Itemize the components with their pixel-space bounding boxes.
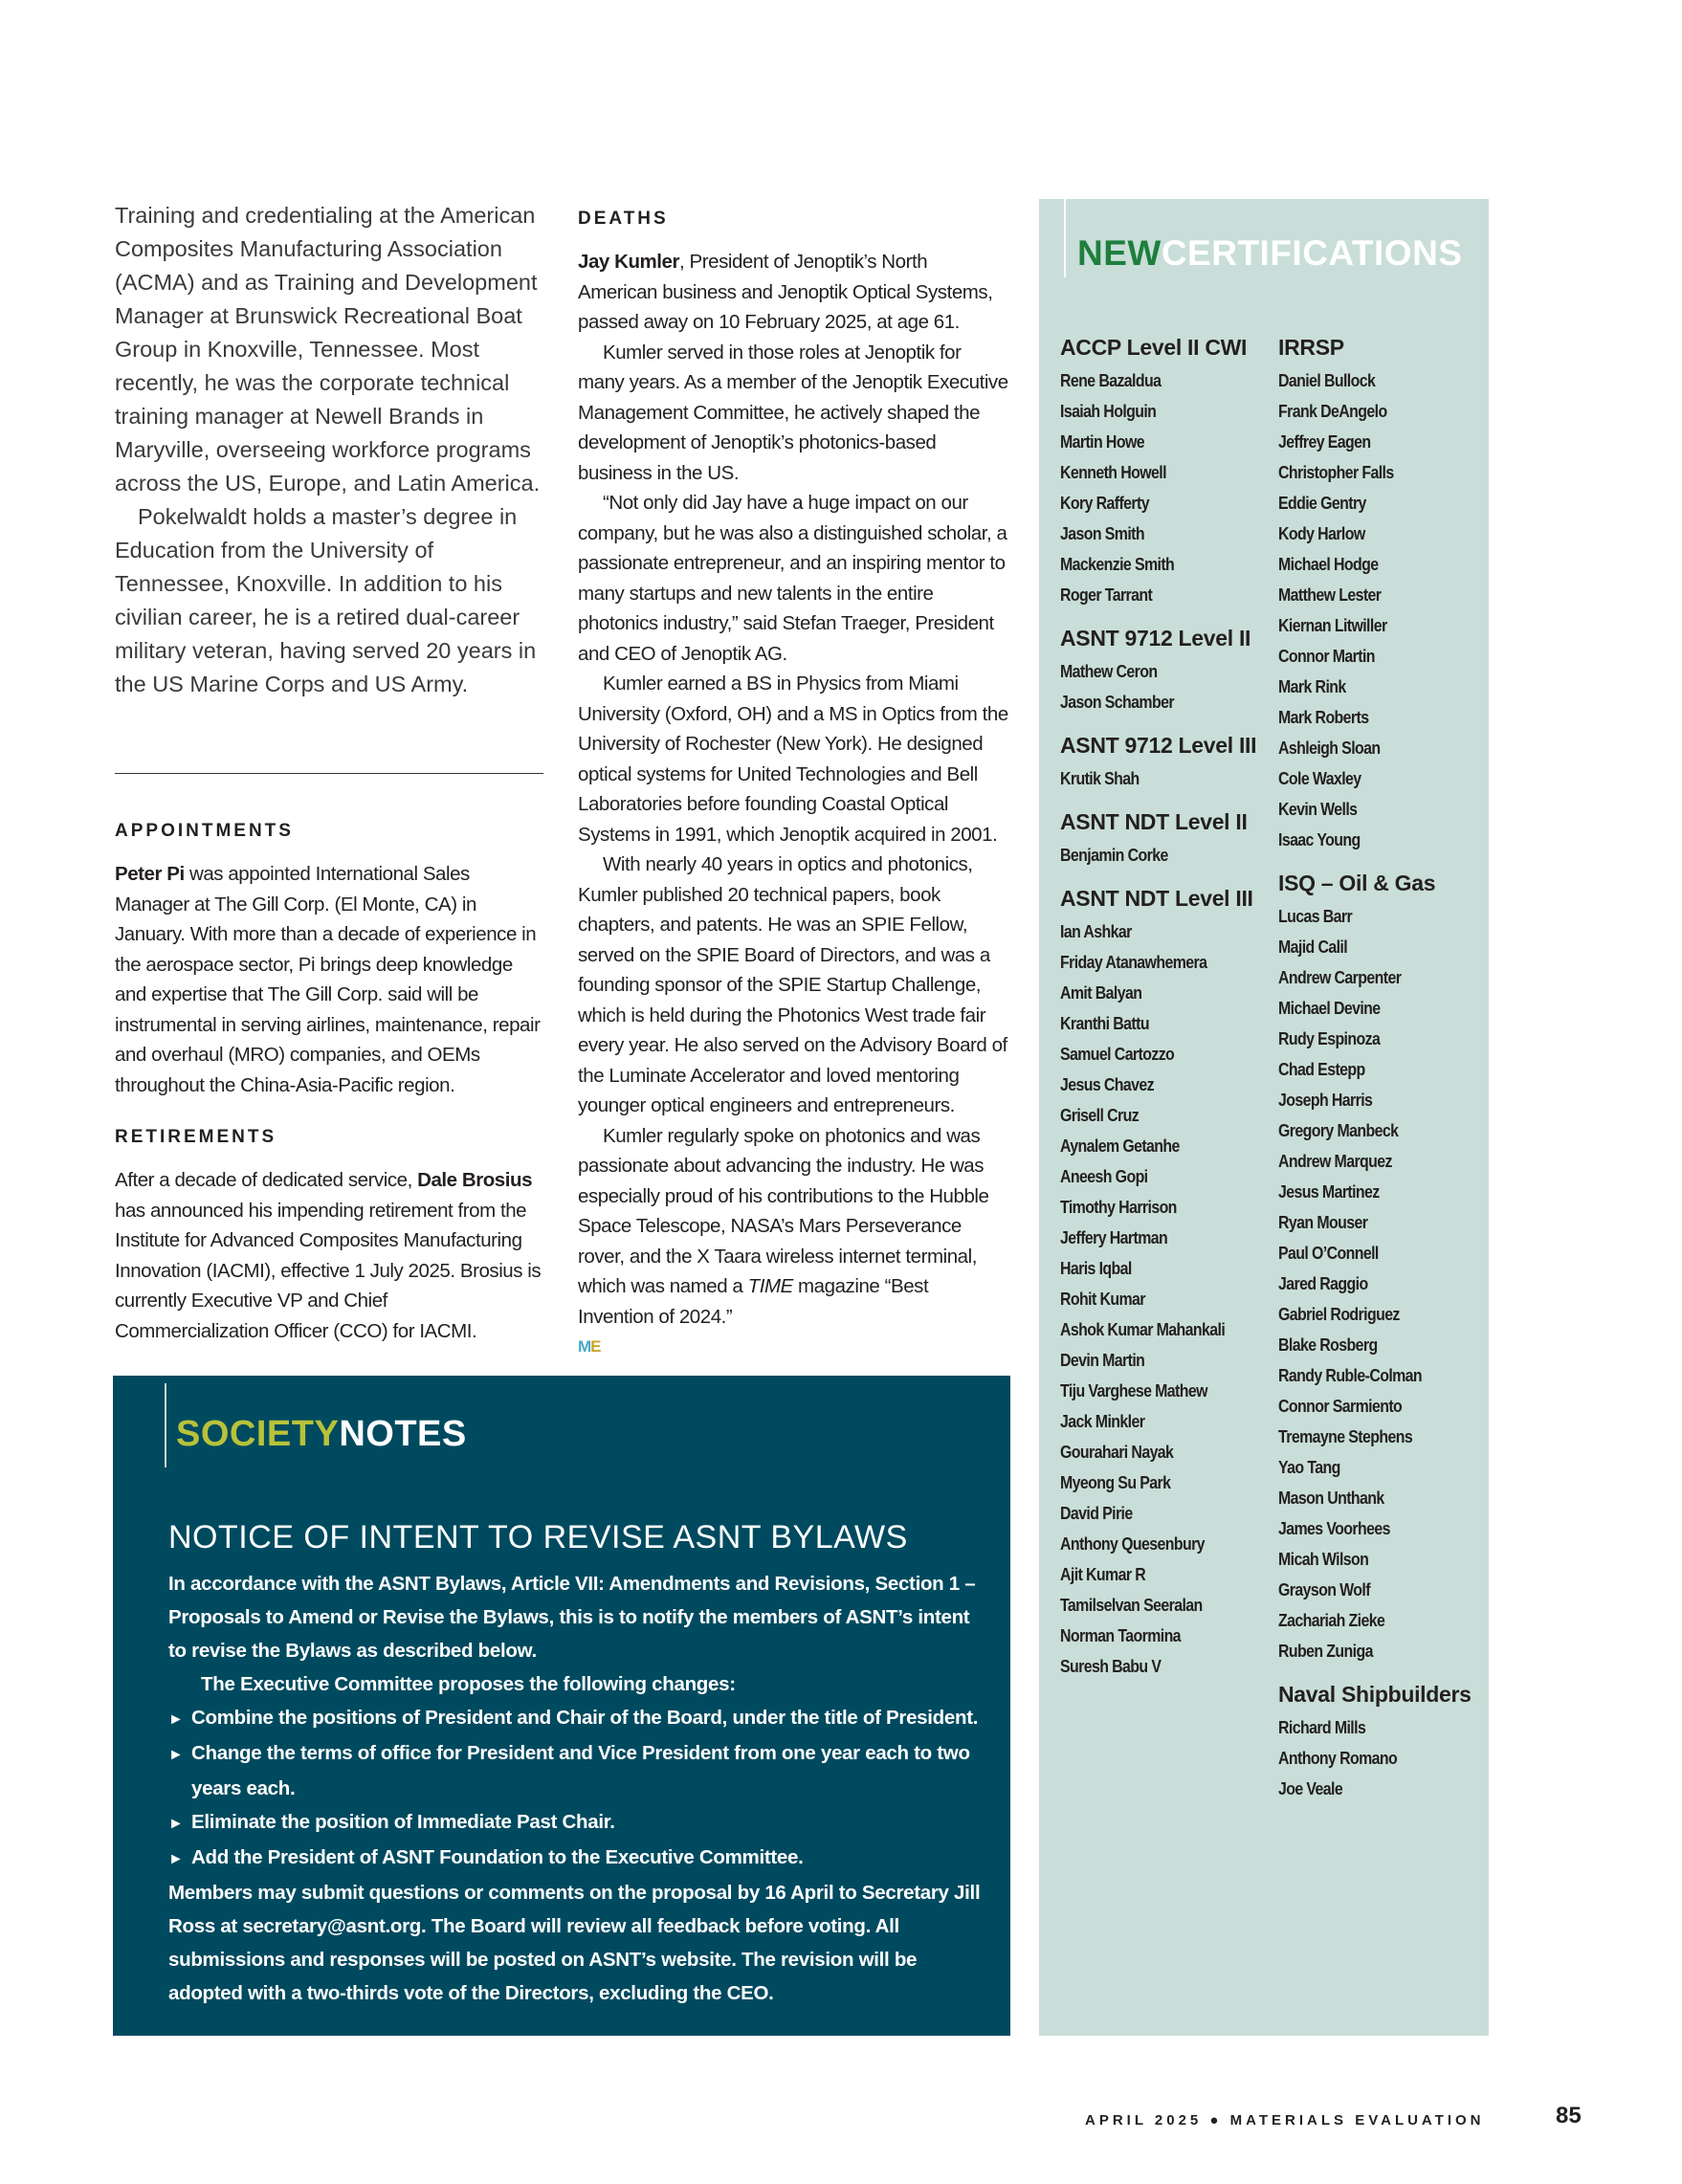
page-number: 85	[1556, 2103, 1582, 2129]
certification-group	[1060, 809, 1271, 871]
certified-person: Joseph Harris	[1278, 1090, 1373, 1110]
certification-heading: ACCP Level II CWI	[1060, 335, 1248, 360]
certified-person: Mackenzie Smith	[1060, 554, 1175, 574]
certified-person: Connor Sarmiento	[1278, 1396, 1403, 1416]
intro-paragraph: Training and credentialing at the American Composites Manufacturing Association (ACMA) and as Training and Development Manager at Brunswick Recreational Boat Group in Knoxville, Tennessee. Most recently, he was the corporate technical training manager at Newell Brands in Maryville, overseeing workforce programs across the US, Europe, and Latin America.	[115, 203, 541, 496]
certified-person: Jared Raggio	[1278, 1273, 1368, 1293]
certification-group	[1060, 733, 1271, 794]
certified-person: Ashleigh Sloan	[1278, 738, 1381, 758]
change-text: Change the terms of office for President and Vice President from one year each to two years each.	[191, 1742, 970, 1799]
certified-person: Benjamin Corke	[1060, 845, 1168, 865]
me-logo-icon: ME	[578, 1337, 601, 1356]
certified-person: Matthew Lester	[1278, 585, 1382, 605]
certification-group	[1278, 871, 1489, 1666]
certified-person: Gabriel Rodriguez	[1278, 1304, 1400, 1324]
certified-person: Mark Rink	[1278, 676, 1346, 696]
certified-person: Jeffery Hartman	[1060, 1227, 1168, 1247]
certified-person: Richard Mills	[1278, 1717, 1366, 1737]
certified-person: Chad Estepp	[1278, 1059, 1365, 1079]
certified-person: Tamilselvan Seeralan	[1060, 1595, 1203, 1615]
footer-publication: APRIL 2025 ● MATERIALS EVALUATION	[1085, 2112, 1485, 2129]
certified-person: Cole Waxley	[1278, 768, 1361, 788]
new-certifications-panel	[1039, 199, 1489, 2036]
certified-person: Roger Tarrant	[1060, 585, 1153, 605]
change-item	[168, 1805, 991, 1841]
certified-person: Daniel Bullock	[1278, 370, 1376, 390]
obituary-paragraph: Kumler served in those roles at Jenoptik for many years. As a member of the Jenoptik Executive Management Committee, he actively shaped the development of Jenoptik’s photonics-based business in the US.	[578, 341, 1008, 484]
certification-heading: IRRSP	[1278, 335, 1344, 360]
change-text: Add the President of ASNT Foundation to the Executive Committee.	[191, 1846, 804, 1868]
obituary-text: , President of Jenoptik’s North American business and Jenoptik Optical Systems, passed away on 10 February 2025, at age 61.	[578, 251, 993, 333]
section-heading: RETIREMENTS	[115, 1127, 277, 1147]
certified-person: Kiernan Litwiller	[1278, 615, 1387, 635]
certified-person: Suresh Babu V	[1060, 1656, 1162, 1676]
bullet-arrow-icon: ►	[168, 1851, 184, 1867]
certified-person: Mark Roberts	[1278, 707, 1369, 727]
appointments-section	[115, 821, 545, 1100]
certified-person: Timothy Harrison	[1060, 1197, 1177, 1217]
certified-person: Kody Harlow	[1278, 523, 1365, 543]
certification-heading: Naval Shipbuilders	[1278, 1682, 1472, 1707]
certified-person: Zachariah Zieke	[1278, 1610, 1385, 1630]
certified-person: Micah Wilson	[1278, 1549, 1369, 1569]
certifications-title: NEWCERTIFICATIONS	[1077, 233, 1463, 273]
deaths-section	[578, 209, 1008, 1357]
certification-group	[1278, 335, 1489, 855]
certification-group	[1060, 886, 1271, 1682]
certified-person: Kory Rafferty	[1060, 493, 1149, 513]
retirement-text: After a decade of dedicated service,	[115, 1169, 418, 1191]
certified-person: Devin Martin	[1060, 1350, 1145, 1370]
certified-person: Rudy Espinoza	[1278, 1028, 1381, 1048]
bullet-arrow-icon: ►	[168, 1711, 184, 1728]
section-heading: DEATHS	[578, 209, 669, 229]
changes-list	[168, 1701, 991, 1876]
certified-person: Myeong Su Park	[1060, 1472, 1171, 1492]
society-notes-title: SOCIETYNOTES	[176, 1414, 467, 1454]
certified-person: Eddie Gentry	[1278, 493, 1366, 513]
certified-person: Anthony Quesenbury	[1060, 1533, 1205, 1554]
certified-person: Frank DeAngelo	[1278, 401, 1387, 421]
certified-person: Norman Taormina	[1060, 1625, 1181, 1645]
certified-person: Tiju Varghese Mathew	[1060, 1380, 1207, 1401]
bullet-arrow-icon: ►	[168, 1747, 184, 1763]
certified-person: Mathew Ceron	[1060, 661, 1158, 681]
certified-person: Yao Tang	[1278, 1457, 1340, 1477]
change-text: Eliminate the position of Immediate Past Chair.	[191, 1811, 615, 1833]
certified-person: Ian Ashkar	[1060, 921, 1132, 941]
certified-person: Christopher Falls	[1278, 462, 1394, 482]
notice-intro: In accordance with the ASNT Bylaws, Article VII: Amendments and Revisions, Section 1 – Proposals to Amend or Revise the Bylaws, this is to notify the members of ASNT’s intent to revise the Bylaws as described below.	[168, 1573, 976, 1662]
certified-person: Mason Unthank	[1278, 1488, 1384, 1508]
certified-person: Aneesh Gopi	[1060, 1166, 1148, 1186]
certified-person: Ruben Zuniga	[1278, 1641, 1373, 1661]
change-text: Combine the positions of President and Chair of the Board, under the title of President.	[191, 1707, 979, 1729]
certified-person: Gregory Manbeck	[1278, 1120, 1399, 1140]
retirement-text: has announced his impending retirement from the Institute for Advanced Composites Manufacturing Innovation (IACMI), effective 1 July 2025. Brosius is currently Executive VP and Chief Commercialization Officer (CCO) for IACMI.	[115, 1199, 542, 1342]
certified-person: Haris Iqbal	[1060, 1258, 1132, 1278]
certified-person: Amit Balyan	[1060, 982, 1142, 1003]
certified-person: Jesus Martinez	[1278, 1181, 1380, 1202]
magazine-name: TIME	[747, 1275, 793, 1297]
certified-person: Samuel Cartozzo	[1060, 1044, 1175, 1064]
notice-members: Members may submit questions or comments on the proposal by 16 April to Secretary Jill Ross at secretary@asnt.org. The Board will review all feedback before voting. All submissions and responses will be posted on ASNT’s website. The revision will be adopted with a two-thirds vote of the Directors, excluding the CEO.	[168, 1882, 981, 2004]
certified-person: Jason Schamber	[1060, 692, 1174, 712]
certified-person: Andrew Marquez	[1278, 1151, 1392, 1171]
certified-person: Majid Calil	[1278, 937, 1348, 957]
certified-person: Krutik Shah	[1060, 768, 1140, 788]
person-name: Peter Pi	[115, 863, 185, 885]
certified-person: Joe Veale	[1278, 1778, 1343, 1798]
certifications-column	[1060, 335, 1271, 1697]
certifications-column	[1278, 335, 1489, 1820]
certification-heading: ASNT 9712 Level II	[1060, 626, 1251, 651]
obituary-paragraph: “Not only did Jay have a huge impact on our company, but he was also a distinguished scholar, a passionate entrepreneur, and an inspiring mentor to many startups and new talents in the entire photonics industry,” said Stefan Traeger, President and CEO of Jenoptik AG.	[578, 492, 1007, 665]
certification-group	[1060, 626, 1271, 717]
certified-person: James Voorhees	[1278, 1518, 1390, 1538]
accent-bar	[1064, 199, 1066, 277]
certified-person: Michael Hodge	[1278, 554, 1379, 574]
certified-person: Ryan Mouser	[1278, 1212, 1368, 1232]
certification-heading: ASNT 9712 Level III	[1060, 733, 1257, 758]
change-item	[168, 1736, 991, 1805]
certified-person: Martin Howe	[1060, 431, 1144, 452]
certified-person: Isaac Young	[1278, 829, 1361, 849]
section-heading: APPOINTMENTS	[115, 821, 294, 841]
certified-person: Rene Bazaldua	[1060, 370, 1162, 390]
certified-person: David Pirie	[1060, 1503, 1133, 1523]
obituary-paragraph: Kumler earned a BS in Physics from Miami University (Oxford, OH) and a MS in Optics from the University of Rochester (New York). He designed optical systems for United Technologies and Bell Laboratories before founding Coastal Optical Systems in 1991, which Jenoptik acquired in 2001.	[578, 673, 1008, 846]
certified-person: Grayson Wolf	[1278, 1579, 1370, 1599]
certified-person: Jeffrey Eagen	[1278, 431, 1371, 452]
obituary-text: Kumler regularly spoke on photonics and was passionate about advancing the industry. He was especially proud of his contributions to the Hubble Space Telescope, NASA’s Mars Perseverance rover, and the X Taara wireless internet terminal, which was named a	[578, 1124, 989, 1297]
certified-person: Connor Martin	[1278, 646, 1375, 666]
person-name: Jay Kumler	[578, 251, 680, 273]
obituary-text: magazine “Best Invention of 2024.”	[578, 1275, 929, 1328]
certified-person: Tremayne Stephens	[1278, 1426, 1413, 1446]
intro-paragraph: Pokelwaldt holds a master’s degree in Education from the University of Tennessee, Knoxville. In addition to his civilian career, he is a retired dual-career military veteran, having served 20 years in the US Marine Corps and US Army.	[115, 504, 537, 696]
certified-person: Paul O’Connell	[1278, 1243, 1379, 1263]
accent-bar	[165, 1383, 166, 1467]
certification-group	[1060, 335, 1271, 610]
certified-person: Lucas Barr	[1278, 906, 1353, 926]
society-notes-box	[113, 1376, 1010, 2036]
certified-person: Andrew Carpenter	[1278, 967, 1402, 987]
certification-heading: ISQ – Oil & Gas	[1278, 871, 1436, 895]
certified-person: Ajit Kumar R	[1060, 1564, 1146, 1584]
certified-person: Gourahari Nayak	[1060, 1442, 1174, 1462]
intro-text	[115, 199, 545, 701]
change-item	[168, 1701, 991, 1736]
certified-person: Isaiah Holguin	[1060, 401, 1157, 421]
certified-person: Jesus Chavez	[1060, 1074, 1155, 1094]
notice-proposes: The Executive Committee proposes the following changes:	[201, 1673, 736, 1695]
certified-person: Rohit Kumar	[1060, 1289, 1145, 1309]
obituary-paragraph: With nearly 40 years in optics and photonics, Kumler published 20 technical papers, book chapters, and patents. He was an SPIE Fellow, served on the SPIE Board of Directors, and was a founding sponsor of the SPIE Startup Challenge, which is held during the Photonics West trade fair every year. He also served on the Advisory Board of the Luminate Accelerator and loved mentoring younger optical engineers and entrepreneurs.	[578, 853, 1007, 1116]
section-divider	[115, 773, 543, 774]
certification-group	[1278, 1682, 1489, 1804]
notice-title: NOTICE OF INTENT TO REVISE ASNT BYLAWS	[168, 1519, 908, 1555]
person-name: Dale Brosius	[417, 1169, 533, 1191]
certified-person: Anthony Romano	[1278, 1748, 1398, 1768]
certified-person: Ashok Kumar Mahankali	[1060, 1319, 1226, 1339]
certified-person: Randy Ruble-Colman	[1278, 1365, 1423, 1385]
certified-person: Aynalem Getanhe	[1060, 1136, 1180, 1156]
certified-person: Jason Smith	[1060, 523, 1144, 543]
certified-person: Friday Atanawhemera	[1060, 952, 1207, 972]
bullet-arrow-icon: ►	[168, 1816, 184, 1832]
certified-person: Blake Rosberg	[1278, 1335, 1378, 1355]
certified-person: Grisell Cruz	[1060, 1105, 1140, 1125]
notice-body	[168, 1567, 991, 2010]
certified-person: Kranthi Battu	[1060, 1013, 1149, 1033]
change-item	[168, 1841, 991, 1876]
certified-person: Michael Devine	[1278, 998, 1381, 1018]
certified-person: Kenneth Howell	[1060, 462, 1166, 482]
retirements-section	[115, 1127, 545, 1346]
certification-heading: ASNT NDT Level III	[1060, 886, 1253, 911]
certification-heading: ASNT NDT Level II	[1060, 809, 1248, 834]
certified-person: Kevin Wells	[1278, 799, 1358, 819]
appointment-text: was appointed International Sales Manager at The Gill Corp. (El Monte, CA) in January. With more than a decade of experience in the aerospace sector, Pi brings deep knowledge and expertise that The Gill Corp. said will be instrumental in serving airlines, maintenance, repair and overhaul (MRO) companies, and OEMs throughout the China-Asia-Pacific region.	[115, 863, 541, 1096]
certified-person: Jack Minkler	[1060, 1411, 1145, 1431]
